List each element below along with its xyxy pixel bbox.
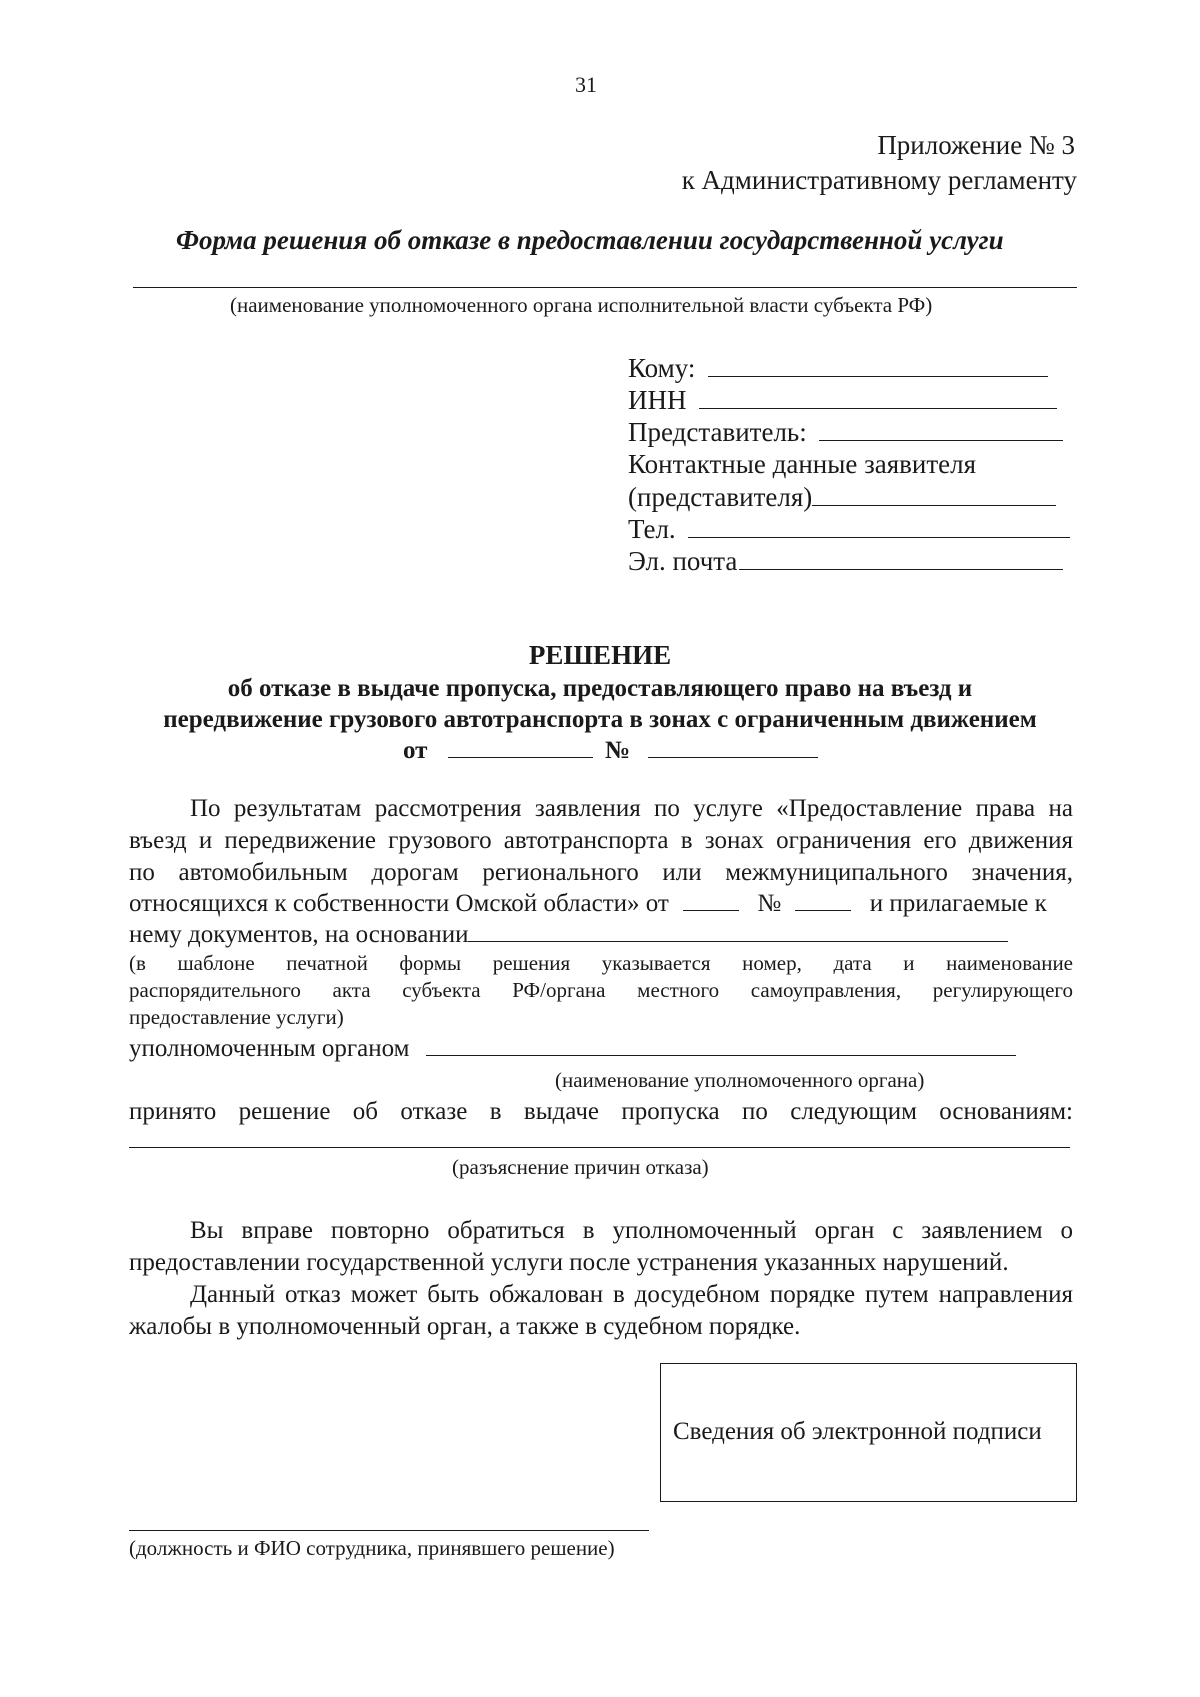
- recipient-phone-blank: [688, 513, 1070, 538]
- decision-heading: РЕШЕНИЕ: [528, 640, 672, 670]
- p1-line-2: въезд и передвижение грузового автотранспорта в зонах ограничения его движения: [129, 827, 1073, 854]
- decision-date-blank: [448, 737, 593, 758]
- authority-name-line: [133, 287, 1077, 288]
- decision-number-blank: [648, 737, 818, 758]
- p1-line-5-text: нему документов, на основании: [129, 921, 469, 948]
- reasons-caption: (разъяснение причин отказа): [452, 1155, 709, 1179]
- recipient-phone-label: Тел.: [628, 514, 676, 544]
- appendix-line-1: Приложение № 3: [877, 130, 1075, 160]
- application-number-blank: [795, 890, 851, 911]
- recipient-email-label: Эл. почта: [628, 546, 738, 576]
- recipient-contacts-field: [628, 481, 1056, 513]
- decision-date-number-line: [403, 737, 818, 765]
- signer-caption: (должность и ФИО сотрудника, принявшего решение): [129, 1536, 615, 1560]
- p2-line-2: предоставлении государственной услуги после устранения указанных нарушений.: [129, 1249, 1009, 1276]
- note-line-1: (в шаблоне печатной формы решения указывается номер, дата и наименование: [129, 951, 1073, 975]
- authorized-body-label: уполномоченным органом: [129, 1035, 410, 1062]
- form-title: Форма решения об отказе в предоставлении государственной услуги: [176, 225, 1004, 255]
- recipient-to-blank: [708, 352, 1048, 377]
- recipient-contacts-label-2: (представителя): [628, 482, 813, 512]
- recipient-to-field: [628, 352, 1048, 384]
- note-line-2: распорядительного акта субъекта РФ/органа местного самоуправления, регулирующего: [129, 978, 1073, 1002]
- decision-subheading-1: об отказе в выдаче пропуска, предоставляющего право на въезд и: [227, 675, 973, 702]
- decision-from-label: от: [403, 737, 428, 764]
- legal-basis-blank: [468, 921, 1008, 942]
- recipient-contacts-blank: [812, 481, 1056, 506]
- p1-line-5: [129, 921, 1008, 949]
- p1-line-4-a: относящихся к собственности Омской области» от: [129, 890, 669, 917]
- p1-line-1: По результатам рассмотрения заявления по услуге «Предоставление права на: [190, 795, 1073, 822]
- p1-line-4-b: №: [757, 890, 782, 917]
- p3-line-1: Данный отказ может быть обжалован в досудебном порядке путем направления: [190, 1281, 1073, 1308]
- p1-line-4-c: и прилагаемые к: [869, 890, 1047, 917]
- decision-grounds-line: принято решение об отказе в выдаче пропуска по следующим основаниям:: [129, 1098, 1073, 1125]
- decision-number-label: №: [604, 737, 631, 764]
- note-line-3: предоставление услуги): [129, 1005, 344, 1029]
- authorized-body-field: [129, 1035, 1016, 1063]
- authorized-body-caption: (наименование уполномоченного органа): [555, 1068, 925, 1092]
- recipient-inn-field: [628, 384, 1057, 416]
- recipient-inn-label: ИНН: [628, 385, 687, 415]
- recipient-representative-label: Представитель:: [628, 417, 807, 447]
- decision-subheading-2: передвижение грузового автотранспорта в зонах с ограниченным движением: [163, 706, 1037, 733]
- p1-line-4: [129, 890, 1047, 918]
- p1-line-3: по автомобильным дорогам регионального или межмуниципального значения,: [129, 859, 1073, 886]
- electronic-signature-box: [660, 1363, 1077, 1502]
- recipient-representative-blank: [819, 416, 1063, 441]
- electronic-signature-text: Сведения об электронной подписи: [673, 1418, 1042, 1445]
- p3-line-2: жалобы в уполномоченный орган, а также в судебном порядке.: [129, 1313, 801, 1340]
- recipient-email-blank: [739, 545, 1063, 570]
- authority-caption: (наименование уполномоченного органа исполнительной власти субъекта РФ): [230, 293, 933, 317]
- application-date-blank: [683, 890, 739, 911]
- recipient-email-field: [628, 545, 1063, 577]
- recipient-contacts-label-1: Контактные данные заявителя: [628, 449, 977, 479]
- p2-line-1: Вы вправе повторно обратиться в уполномоченный орган с заявлением о: [190, 1217, 1073, 1244]
- reasons-blank-line: [129, 1147, 1070, 1148]
- authorized-body-blank: [426, 1035, 1016, 1056]
- recipient-to-label: Кому:: [628, 353, 696, 383]
- recipient-phone-field: [628, 513, 1070, 545]
- page-number: 31: [575, 72, 597, 97]
- recipient-inn-blank: [699, 384, 1057, 409]
- signer-line: [129, 1530, 649, 1531]
- recipient-representative-field: [628, 416, 1063, 448]
- appendix-line-2: к Административному регламенту: [681, 165, 1077, 195]
